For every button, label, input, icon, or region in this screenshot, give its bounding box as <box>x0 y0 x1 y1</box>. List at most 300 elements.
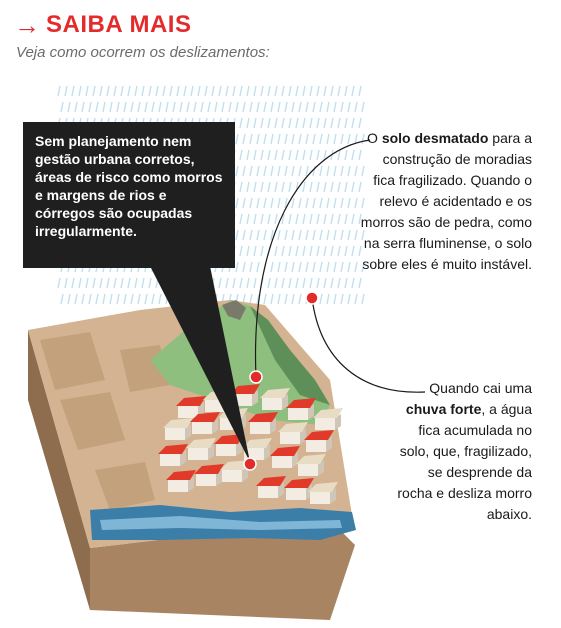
rain-streak <box>173 102 175 112</box>
rain-streak <box>247 86 249 96</box>
rain-streak <box>317 278 319 288</box>
rain-streak <box>72 86 74 96</box>
note-rain-post: , a água fica acumulada no solo, que, fragilizado, se desprende da rocha e desliza morro abaixo. <box>397 401 532 522</box>
rain-streak <box>320 294 322 304</box>
rain-streak <box>268 214 270 224</box>
rain-streak <box>324 246 326 256</box>
rain-streak <box>236 198 238 208</box>
rain-streak <box>331 214 333 224</box>
rain-streak <box>289 278 291 288</box>
rain-streak <box>198 86 200 96</box>
rain-streak <box>240 278 242 288</box>
rain-streak <box>275 86 277 96</box>
rain-streak <box>250 230 252 240</box>
rain-streak <box>240 246 242 256</box>
rain-streak <box>233 278 235 288</box>
rain-streak <box>243 102 245 112</box>
rain-streak <box>68 294 70 304</box>
rain-streak <box>355 102 357 112</box>
rain-streak <box>278 262 280 272</box>
rain-streak <box>341 198 343 208</box>
rain-streak <box>247 118 249 128</box>
rain-streak <box>159 102 161 112</box>
rain-streak <box>306 262 308 272</box>
rain-streak <box>254 214 256 224</box>
rain-streak <box>184 86 186 96</box>
rain-streak <box>205 86 207 96</box>
rain-streak <box>327 134 329 144</box>
rain-streak <box>285 166 287 176</box>
rain-streak <box>313 134 315 144</box>
rain-streak <box>317 182 319 192</box>
rain-streak <box>348 230 350 240</box>
rain-streak <box>142 278 144 288</box>
rain-streak <box>324 278 326 288</box>
rain-streak <box>348 102 350 112</box>
rain-streak <box>131 294 133 304</box>
rain-streak <box>215 102 217 112</box>
rain-streak <box>275 182 277 192</box>
rain-streak <box>278 102 280 112</box>
rain-streak <box>341 166 343 176</box>
rain-streak <box>299 134 301 144</box>
rain-streak <box>285 134 287 144</box>
rain-streak <box>187 102 189 112</box>
rain-streak <box>341 294 343 304</box>
rain-streak <box>264 166 266 176</box>
rain-streak <box>236 102 238 112</box>
rain-streak <box>268 278 270 288</box>
rain-streak <box>135 86 137 96</box>
rain-streak <box>317 214 319 224</box>
rain-streak <box>313 198 315 208</box>
rain-streak <box>261 214 263 224</box>
rain-streak <box>243 198 245 208</box>
rain-streak <box>247 182 249 192</box>
rain-streak <box>271 102 273 112</box>
rain-streak <box>275 150 277 160</box>
rain-streak <box>324 182 326 192</box>
rain-streak <box>114 86 116 96</box>
rain-streak <box>299 262 301 272</box>
rain-streak <box>240 182 242 192</box>
rain-streak <box>282 182 284 192</box>
rain-streak <box>317 86 319 96</box>
rain-streak <box>275 246 277 256</box>
rain-streak <box>275 278 277 288</box>
rain-streak <box>247 150 249 160</box>
rain-streak <box>93 86 95 96</box>
rain-streak <box>352 150 354 160</box>
rain-streak <box>303 118 305 128</box>
rain-streak <box>317 118 319 128</box>
rain-streak <box>292 262 294 272</box>
rain-streak <box>166 102 168 112</box>
rain-streak <box>338 182 340 192</box>
rain-streak <box>250 262 252 272</box>
rain-streak <box>341 102 343 112</box>
rain-streak <box>191 86 193 96</box>
rain-streak <box>117 294 119 304</box>
rain-streak <box>243 166 245 176</box>
rain-streak <box>271 166 273 176</box>
rain-streak <box>289 86 291 96</box>
rain-streak <box>236 134 238 144</box>
rain-streak <box>135 278 137 288</box>
rain-streak <box>296 118 298 128</box>
rain-streak <box>282 278 284 288</box>
rain-streak <box>79 278 81 288</box>
rain-streak <box>317 150 319 160</box>
rain-streak <box>345 182 347 192</box>
rain-streak <box>331 182 333 192</box>
rain-streak <box>334 166 336 176</box>
rain-streak <box>310 86 312 96</box>
rain-streak <box>292 102 294 112</box>
rain-streak <box>100 86 102 96</box>
rain-streak <box>278 230 280 240</box>
rain-streak <box>257 134 259 144</box>
marker-dot-occupation <box>244 458 256 470</box>
rain-streak <box>271 134 273 144</box>
rain-streak <box>278 166 280 176</box>
rain-streak <box>138 294 140 304</box>
rain-streak <box>306 230 308 240</box>
rain-streak <box>345 246 347 256</box>
rain-streak <box>275 118 277 128</box>
rain-streak <box>233 86 235 96</box>
rain-streak <box>303 182 305 192</box>
rain-streak <box>282 118 284 128</box>
rain-streak <box>348 262 350 272</box>
rain-streak <box>194 102 196 112</box>
rain-streak <box>317 246 319 256</box>
rain-streak <box>152 294 154 304</box>
rain-streak <box>334 102 336 112</box>
rain-streak <box>324 118 326 128</box>
rain-streak <box>355 166 357 176</box>
rain-streak <box>359 278 361 288</box>
rain-streak <box>352 214 354 224</box>
rain-streak <box>352 246 354 256</box>
rain-streak <box>79 86 81 96</box>
rain-streak <box>278 294 280 304</box>
rain-streak <box>107 278 109 288</box>
rain-streak <box>313 102 315 112</box>
rain-streak <box>107 86 109 96</box>
rain-streak <box>264 294 266 304</box>
rain-streak <box>247 246 249 256</box>
rain-streak <box>289 150 291 160</box>
rain-streak <box>243 134 245 144</box>
rain-streak <box>313 230 315 240</box>
rain-streak <box>327 102 329 112</box>
rain-streak <box>320 166 322 176</box>
rain-streak <box>296 150 298 160</box>
rain-streak <box>247 278 249 288</box>
rain-streak <box>121 278 123 288</box>
rain-streak <box>243 230 245 240</box>
rain-streak <box>334 198 336 208</box>
rain-streak <box>352 182 354 192</box>
rain-streak <box>282 246 284 256</box>
rain-streak <box>222 102 224 112</box>
rain-streak <box>320 134 322 144</box>
rain-streak <box>313 166 315 176</box>
marker-dot-soil <box>250 371 262 383</box>
rain-streak <box>327 294 329 304</box>
marker-dot-rain <box>306 292 318 304</box>
rain-streak <box>331 278 333 288</box>
rain-streak <box>303 214 305 224</box>
rain-streak <box>306 102 308 112</box>
rain-streak <box>306 198 308 208</box>
rain-streak <box>250 294 252 304</box>
rain-streak <box>352 86 354 96</box>
rain-streak <box>278 198 280 208</box>
rain-streak <box>257 102 259 112</box>
rain-streak <box>303 246 305 256</box>
rain-streak <box>264 134 266 144</box>
rain-streak <box>257 166 259 176</box>
rain-streak <box>334 262 336 272</box>
rain-streak <box>138 102 140 112</box>
rain-streak <box>261 118 263 128</box>
rain-streak <box>345 118 347 128</box>
rain-streak <box>72 278 74 288</box>
rain-streak <box>355 230 357 240</box>
rain-streak <box>355 294 357 304</box>
rain-streak <box>320 262 322 272</box>
rain-streak <box>240 86 242 96</box>
rain-streak <box>257 198 259 208</box>
rain-streak <box>327 198 329 208</box>
rain-streak <box>145 294 147 304</box>
note-rain <box>390 378 532 525</box>
rain-streak <box>299 230 301 240</box>
rain-streak <box>285 262 287 272</box>
rain-streak <box>110 294 112 304</box>
rain-streak <box>96 102 98 112</box>
rain-streak <box>275 214 277 224</box>
rain-streak <box>219 278 221 288</box>
rain-streak <box>338 150 340 160</box>
page-subtitle: Veja como ocorrem os deslizamentos: <box>16 44 270 61</box>
rain-streak <box>58 278 60 288</box>
rain-streak <box>250 102 252 112</box>
rain-streak <box>338 86 340 96</box>
arrow-right-icon: → <box>14 10 40 40</box>
rain-streak <box>331 246 333 256</box>
rain-streak <box>345 86 347 96</box>
rain-streak <box>299 166 301 176</box>
rain-streak <box>240 214 242 224</box>
rain-streak <box>208 102 210 112</box>
rain-streak <box>268 86 270 96</box>
rain-streak <box>201 102 203 112</box>
rain-streak <box>180 102 182 112</box>
rain-streak <box>359 86 361 96</box>
rain-streak <box>264 230 266 240</box>
rain-streak <box>229 102 231 112</box>
rain-streak <box>282 86 284 96</box>
rain-streak <box>285 230 287 240</box>
rain-streak <box>163 86 165 96</box>
rain-streak <box>362 294 364 304</box>
rain-streak <box>324 86 326 96</box>
rain-streak <box>289 118 291 128</box>
rain-streak <box>243 262 245 272</box>
rain-streak <box>254 182 256 192</box>
rain-streak <box>292 230 294 240</box>
rain-streak <box>257 262 259 272</box>
rain-streak <box>324 214 326 224</box>
rain-streak <box>345 278 347 288</box>
rain-streak <box>292 198 294 208</box>
rain-streak <box>226 86 228 96</box>
rain-streak <box>254 118 256 128</box>
rain-streak <box>345 150 347 160</box>
rain-streak <box>338 214 340 224</box>
rain-streak <box>296 278 298 288</box>
rain-streak <box>250 134 252 144</box>
rain-streak <box>254 150 256 160</box>
rain-streak <box>261 246 263 256</box>
rain-streak <box>68 102 70 112</box>
rain-streak <box>86 278 88 288</box>
rain-streak <box>261 86 263 96</box>
rain-streak <box>58 86 60 96</box>
rain-streak <box>348 198 350 208</box>
rain-streak <box>110 102 112 112</box>
rain-streak <box>236 166 238 176</box>
rain-streak <box>348 134 350 144</box>
rain-streak <box>289 182 291 192</box>
rain-streak <box>65 86 67 96</box>
rain-streak <box>341 134 343 144</box>
rain-streak <box>292 166 294 176</box>
rain-streak <box>152 102 154 112</box>
rain-streak <box>327 262 329 272</box>
rain-streak <box>348 166 350 176</box>
rain-streak <box>299 198 301 208</box>
rain-streak <box>338 278 340 288</box>
rain-streak <box>334 134 336 144</box>
rain-streak <box>156 86 158 96</box>
rain-streak <box>149 86 151 96</box>
note-soil-bold: solo desmatado <box>381 130 489 146</box>
rain-streak <box>285 294 287 304</box>
rain-streak <box>345 214 347 224</box>
rain-streak <box>212 86 214 96</box>
rain-streak <box>310 278 312 288</box>
rain-streak <box>282 150 284 160</box>
rain-streak <box>240 150 242 160</box>
rain-streak <box>331 86 333 96</box>
rain-streak <box>236 262 238 272</box>
rain-streak <box>65 278 67 288</box>
rain-streak <box>334 230 336 240</box>
rain-streak <box>254 246 256 256</box>
rain-streak <box>306 134 308 144</box>
rain-streak <box>310 214 312 224</box>
rain-streak <box>117 102 119 112</box>
rain-streak <box>268 118 270 128</box>
rain-streak <box>236 230 238 240</box>
rain-streak <box>359 118 361 128</box>
rain-streak <box>268 182 270 192</box>
rain-streak <box>271 294 273 304</box>
rain-streak <box>131 102 133 112</box>
rain-streak <box>320 102 322 112</box>
rain-streak <box>261 182 263 192</box>
rain-streak <box>331 118 333 128</box>
rain-streak <box>250 198 252 208</box>
rain-streak <box>61 102 63 112</box>
rain-streak <box>264 198 266 208</box>
note-rain-pre: Quando cai uma <box>429 380 532 396</box>
rain-streak <box>86 86 88 96</box>
rain-streak <box>296 246 298 256</box>
rain-streak <box>100 278 102 288</box>
note-soil <box>360 128 532 275</box>
rain-streak <box>313 262 315 272</box>
page-title: SAIBA MAIS <box>46 11 192 38</box>
rain-streak <box>327 230 329 240</box>
callout-box: Sem planejamento nem gestão urbana corretos, áreas de risco como morros e margens de rios e córregos são ocupadas irregularmente. <box>23 122 235 268</box>
rain-streak <box>296 86 298 96</box>
rain-streak <box>128 86 130 96</box>
rain-streak <box>149 278 151 288</box>
rain-streak <box>289 246 291 256</box>
rain-streak <box>355 198 357 208</box>
rain-streak <box>103 294 105 304</box>
rain-streak <box>310 182 312 192</box>
rain-streak <box>303 150 305 160</box>
rain-streak <box>362 102 364 112</box>
rain-streak <box>96 294 98 304</box>
rain-streak <box>278 134 280 144</box>
rain-streak <box>338 246 340 256</box>
rain-streak <box>289 214 291 224</box>
rain-streak <box>299 102 301 112</box>
rain-streak <box>170 86 172 96</box>
rain-streak <box>250 166 252 176</box>
rain-streak <box>334 294 336 304</box>
rain-streak <box>226 278 228 288</box>
rain-streak <box>93 278 95 288</box>
rain-streak <box>145 102 147 112</box>
rain-streak <box>254 278 256 288</box>
rain-streak <box>327 166 329 176</box>
rain-streak <box>299 294 301 304</box>
rain-streak <box>240 118 242 128</box>
rain-streak <box>61 294 63 304</box>
rain-streak <box>219 86 221 96</box>
rain-streak <box>142 86 144 96</box>
rain-streak <box>303 86 305 96</box>
rain-streak <box>271 198 273 208</box>
note-rain-bold: chuva forte <box>405 401 482 417</box>
rain-streak <box>114 278 116 288</box>
rain-streak <box>82 294 84 304</box>
rain-streak <box>348 294 350 304</box>
rain-streak <box>310 246 312 256</box>
rain-streak <box>341 262 343 272</box>
rain-streak <box>320 230 322 240</box>
rain-streak <box>352 278 354 288</box>
rain-streak <box>89 102 91 112</box>
